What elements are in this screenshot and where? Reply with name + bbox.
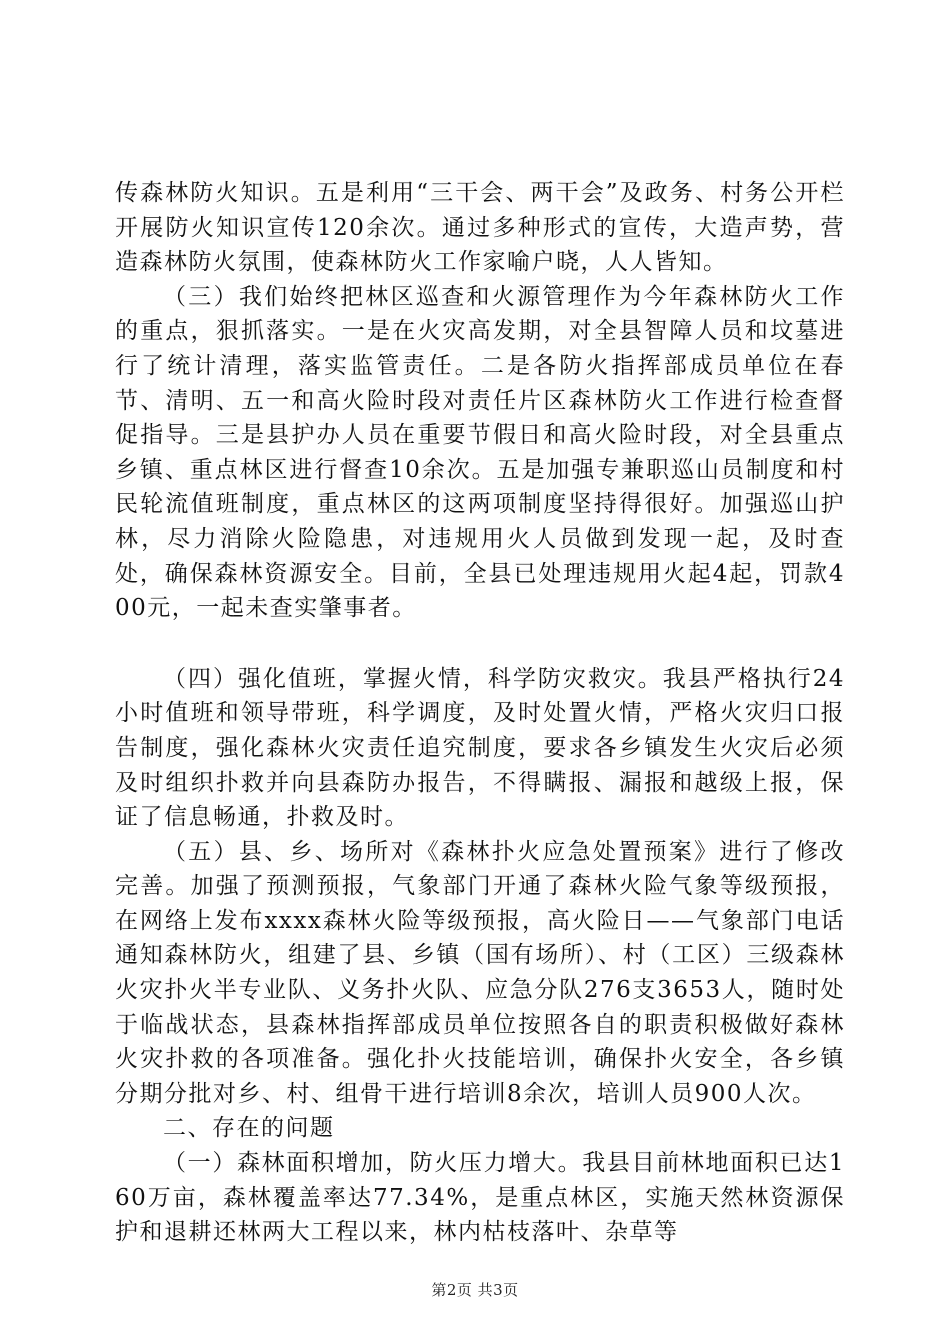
paragraph-section-4-duty: （四）强化值班，掌握火情，科学防灾救灾。我县严格执行24小时值班和领导带班，科学调度，及时处置火情，严格火灾归口报告制度，强化森林火灾责任追究制度，要求各乡镇发生火灾后必须及时组织扑救并向县森防办报告，不得瞒报、漏报和越级上报，保证了信息畅通，扑救及时。 [115, 665, 845, 831]
document-body [115, 176, 845, 1250]
section-heading-problems: 二、存在的问题 [163, 1115, 335, 1142]
paragraph-section-5-emergency-plan: （五）县、乡、场所对《森林扑火应急处置预案》进行了修改完善。加强了预测预报，气象部门开通了森林火险气象等级预报，在网络上发布xxxx森林火险等级预报，高火险日——气象部门电话通知森林防火，组建了县、乡镇（国有场所）、村（工区）三级森林火灾扑火半专业队、义务扑火队、应急分队276支3653人，随时处于临战状态，县森林指挥部成员单位按照各自的职责积极做好森林火灾扑救的各项准备。强化扑火技能培训，确保扑火安全，各乡镇分期分批对乡、村、组骨干进行培训8余次，培训人员900人次。 [115, 838, 845, 1107]
page-footer: 第2页 共3页 [431, 1281, 519, 1299]
paragraph-fire-education-continued: 传森林防火知识。五是利用“三干会、两干会”及政务、村务公开栏开展防火知识宣传120余次。通过多种形式的宣传，大造声势，营造森林防火氛围，使森林防火工作家喻户晓，人人皆知。 [115, 180, 845, 276]
paragraph-section-3-patrol: （三）我们始终把林区巡查和火源管理作为今年森林防火工作的重点，狠抓落实。一是在火灾高发期，对全县智障人员和坟墓进行了统计清理，落实监管责任。二是各防火指挥部成员单位在春节、清明、五一和高火险时段对责任片区森林防火工作进行检查督促指导。三是县护办人员在重要节假日和高火险时段，对全县重点乡镇、重点林区进行督查10余次。五是加强专兼职巡山员制度和村民轮流值班制度，重点林区的这两项制度坚持得很好。加强巡山护林，尽力消除火险隐患，对违规用火人员做到发现一起，及时查处，确保森林资源安全。目前，全县已处理违规用火起4起，罚款400元，一起未查实肇事者。 [115, 283, 845, 622]
paragraph-problem-1-forest-area: （一）森林面积增加，防火压力增大。我县目前林地面积已达160万亩，森林覆盖率达77.34%，是重点林区，实施天然林资源保护和退耕还林两大工程以来，林内枯枝落叶、杂草等 [115, 1150, 845, 1246]
